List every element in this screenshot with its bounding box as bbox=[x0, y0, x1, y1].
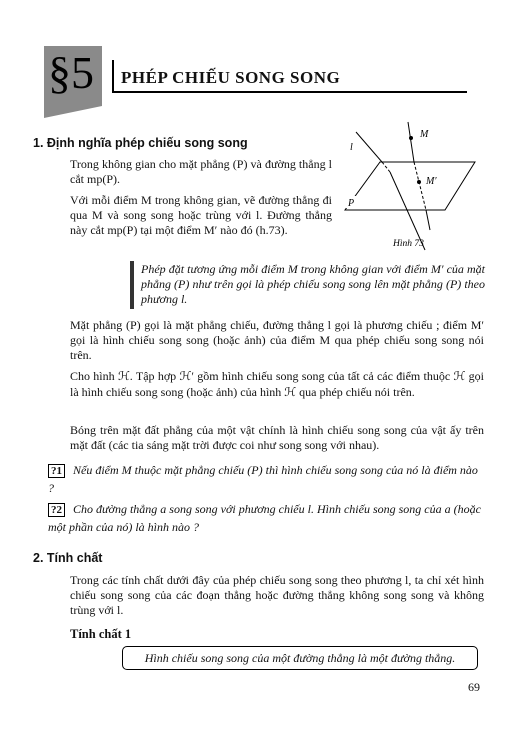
section2-heading: 2. Tính chất bbox=[33, 551, 103, 565]
label-m-prime: M′ bbox=[426, 176, 437, 187]
property-1-heading: Tính chất 1 bbox=[70, 627, 132, 641]
question-2 bbox=[48, 500, 484, 536]
s1-paragraph-1: Trong không gian cho mặt phẳng (P) và đường thẳng l cắt mp(P). bbox=[70, 157, 332, 186]
point-m bbox=[409, 136, 413, 140]
section-number: §5 bbox=[48, 47, 94, 98]
label-l: l bbox=[350, 142, 353, 153]
question-text: Cho đường thẳng a song song với phương chiếu l. Hình chiếu song song của a (hoặc một phần của nó) là hình nào ? bbox=[48, 502, 481, 534]
title-rule bbox=[112, 91, 467, 93]
s1-paragraph-5: Bóng trên mặt đất phẳng của một vật chính là hình chiếu song song của vật ấy trên mặt đất (các tia sáng mặt trời được coi như song song với nhau). bbox=[70, 423, 484, 452]
s1-paragraph-3: Mặt phẳng (P) gọi là mặt phẳng chiếu, đường thẳng l gọi là phương chiếu ; điểm M′ gọi là hình chiếu song song (hoặc ảnh) của điểm M qua phép chiếu song song nói trên. bbox=[70, 318, 484, 362]
label-m: M bbox=[420, 129, 429, 140]
figure-caption: Hình 73 bbox=[393, 239, 424, 249]
point-m-prime bbox=[417, 180, 421, 184]
label-p: P bbox=[348, 198, 355, 209]
section-box-tail bbox=[44, 106, 102, 118]
section1-heading: 1. Định nghĩa phép chiếu song song bbox=[33, 136, 248, 150]
plane-p-shape bbox=[345, 162, 475, 210]
s1-paragraph-4: Cho hình ℋ. Tập hợp ℋ′ gồm hình chiếu song song của tất cả các điểm thuộc ℋ gọi là hình chiếu song song (hoặc ảnh) của hình ℋ qua phép chiếu nói trên. bbox=[70, 369, 484, 399]
question-badge: ?2 bbox=[48, 503, 65, 517]
s2-paragraph-1: Trong các tính chất dưới đây của phép chiếu song song theo phương l, ta chỉ xét hình chiếu song song của các đoạn thẳng hoặc đường thẳng không song song và không trùng với l. bbox=[70, 573, 484, 617]
projection-line bbox=[408, 122, 414, 162]
s1-paragraph-2: Với mỗi điểm M trong không gian, vẽ đường thẳng đi qua M và song song hoặc trùng với l. Đường thẳng này cắt mp(P) tại một điểm M′ nào đó (h.73). bbox=[70, 193, 332, 237]
question-1 bbox=[48, 461, 484, 497]
definition-text: Phép đặt tương ứng mỗi điểm M trong không gian với điểm M′ của mặt phẳng (P) như trên gọi là phép chiếu song song lên mặt phẳng (P) theo phương l. bbox=[141, 262, 485, 306]
figure-73 bbox=[330, 120, 490, 260]
page-number: 69 bbox=[468, 680, 480, 694]
definition-bar bbox=[130, 261, 134, 309]
question-badge: ?1 bbox=[48, 464, 65, 478]
property-1-box: Hình chiếu song song của một đường thẳng là một đường thẳng. bbox=[122, 646, 478, 670]
line-l bbox=[356, 132, 382, 162]
title-rule-vertical bbox=[112, 60, 114, 93]
section-title: PHÉP CHIẾU SONG SONG bbox=[121, 68, 341, 87]
question-text: Nếu điểm M thuộc mặt phẳng chiếu (P) thì hình chiếu song song của nó là điểm nào ? bbox=[48, 463, 478, 495]
